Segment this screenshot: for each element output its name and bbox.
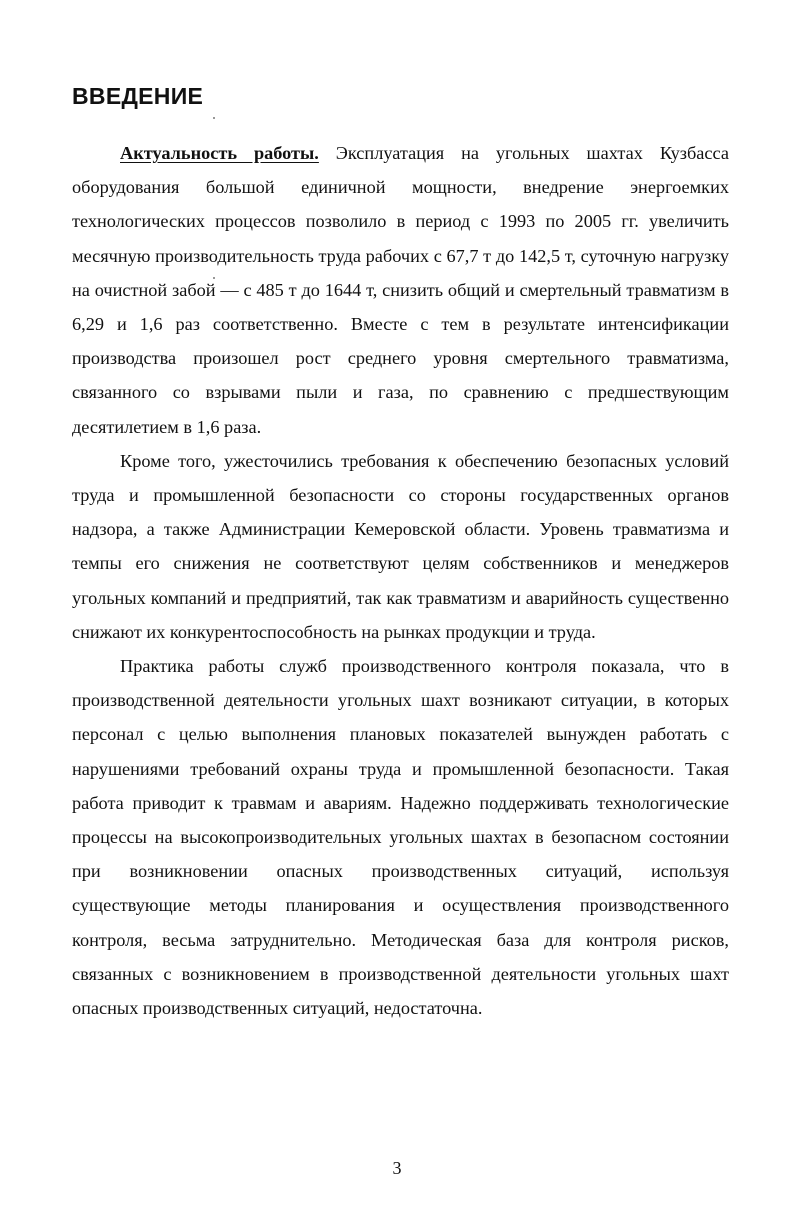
body-text [72, 136, 729, 1025]
relevance-text: Эксплуатация на угольных шахтах Кузбасса оборудования большой единичной мощности, внедрение энергоемких технологических процессов позволило в период с 1993 по 2005 гг. увеличить месячную производительность труда рабочих с 67,7 т до 142,5 т, суточную нагрузку на очистной забой — с 485 т до 1644 т, снизить общий и смертельный травматизм в 6,29 и 1,6 раз соответственно. Вместе с тем в результате интенсификации производства произошел рост среднего уровня смертельного травматизма, связанного со взрывами пыли и газа, по сравнению с предшествующим десятилетием в 1,6 раза. [72, 143, 729, 437]
section-heading: ВВЕДЕНИЕ [72, 83, 204, 109]
paragraph-practice: Практика работы служб производственного контроля показала, что в производственной деятельности угольных шахт возникают ситуации, в которых персонал с целью выполнения плановых показателей вынужден работать с нарушениями требований охраны труда и промышленной безопасности. Такая работа приводит к травмам и авариям. Надежно поддерживать технологические процессы на высокопроизводительных угольных шахтах в безопасном состоянии при возникновении опасных производственных ситуаций, используя существующие методы планирования и осуществления производственного контроля, весьма затруднительно. Методическая база для контроля рисков, связанных с возникновением в производственной деятельности угольных шахт опасных производственных ситуаций, недостаточна. [72, 656, 729, 1019]
scan-speck [213, 117, 215, 119]
paragraph-requirements: Кроме того, ужесточились требования к обеспечению безопасных условий труда и промышленной безопасности со стороны государственных органов надзора, а также Администрации Кемеровской области. Уровень травматизма и темпы его снижения не соответствуют целям собственников и менеджеров угольных компаний и предприятий, так как травматизм и аварийность существенно снижают их конкурентоспособность на рынках продукции и труда. [72, 450, 729, 642]
relevance-lead: Актуальность работы. [120, 143, 319, 163]
paragraph-relevance [72, 136, 729, 444]
page-number: 3 [392, 1158, 402, 1178]
